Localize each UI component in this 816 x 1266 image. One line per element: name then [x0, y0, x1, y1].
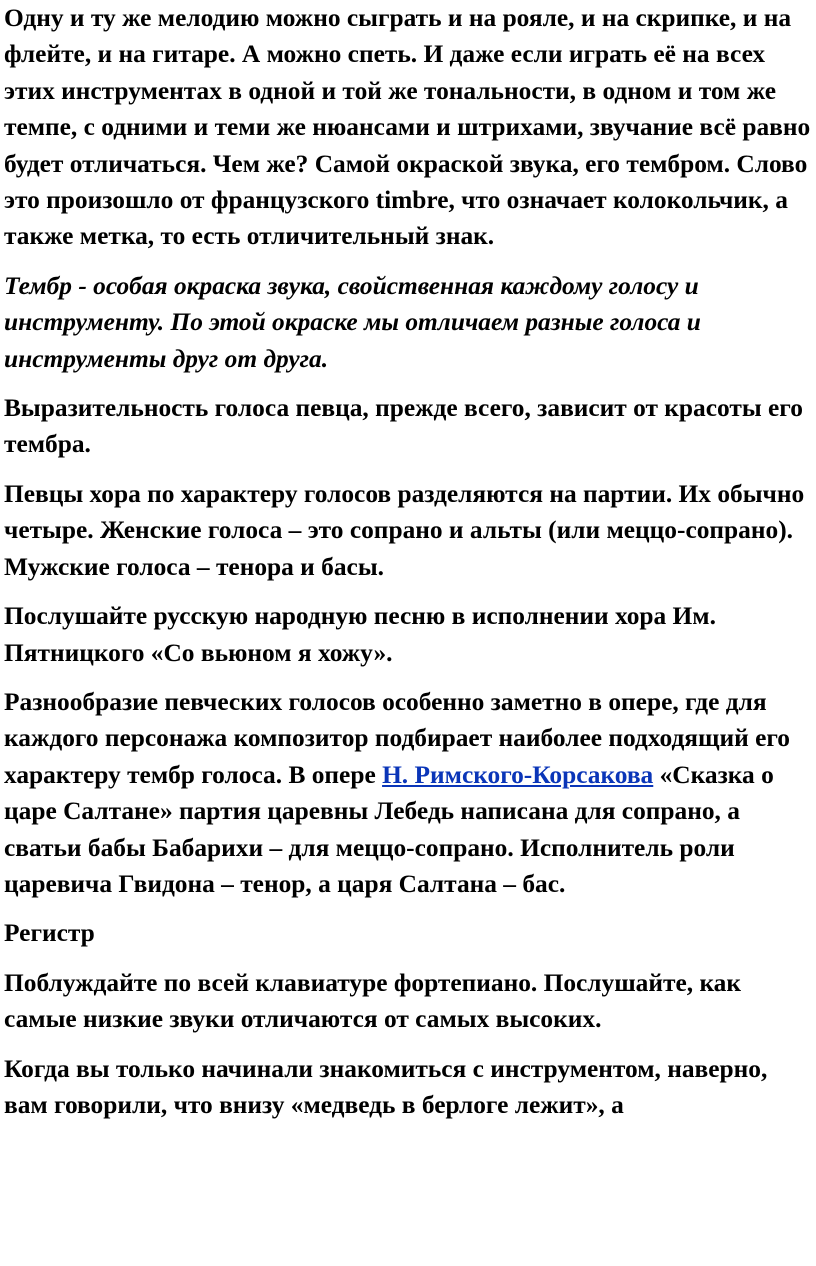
- paragraph-piano-keyboard: Поблуждайте по всей клавиатуре фортепиано. Послушайте, как самые низкие звуки отличаются от самых высоких.: [4, 968, 742, 1034]
- opera-text-before-link: Разнообразие певческих голосов особенно заметно в опере, где для каждого персонажа композитор подбирает наиболее подходящий его характеру тембр голоса. В опере: [4, 687, 790, 789]
- section-heading-register: Регистр: [4, 919, 95, 948]
- paragraph-timbre-definition: Тембр - особая окраска звука, свойственная каждому голосу и инструменту. По этой окраске мы отличаем разные голоса и инструменты друг от друга.: [4, 271, 701, 373]
- rimsky-korsakov-link[interactable]: Н. Римского-Корсакова: [382, 760, 654, 789]
- opera-text-after-link: «Сказка о царе Салтане» партия царевны Лебедь написана для сопрано, а сватьи бабы Бабарихи – для меццо-сопрано. Исполнитель роли царевича Гвидона – тенор, а царя Салтана – бас.: [4, 760, 774, 898]
- paragraph-bear-in-den: Когда вы только начинали знакомиться с инструментом, наверно, вам говорили, что внизу «медведь в берлоге лежит», а: [4, 1054, 768, 1119]
- paragraph-choir-parts: Певцы хора по характеру голосов разделяются на партии. Их обычно четыре. Женские голоса – это сопрано и альты (или меццо-сопрано). Мужские голоса – тенора и басы.: [4, 479, 805, 581]
- paragraph-listen-song: Послушайте русскую народную песню в исполнении хора Им. Пятницкого «Со вьюном я хожу».: [4, 602, 716, 667]
- paragraph-intro: Одну и ту же мелодию можно сыграть и на рояле, и на скрипке, и на флейте, и на гитаре. А можно спеть. И даже если играть её на всех этих инструментах в одной и той же тональности, в одном и том же темпе, с одними и теми же нюансами и штрихами, звучание всё равно будет отличаться. Чем же? Самой окраской звука, его тембром. Слово это произошло от французского timbre, что означает колокольчик, а также метка, то есть отличительный знак.: [4, 4, 811, 251]
- document-page: [4, 0, 812, 1136]
- paragraph-singer-expressiveness: Выразительность голоса певца, прежде всего, зависит от красоты его тембра.: [4, 394, 803, 459]
- paragraph-opera-voices: [4, 684, 812, 902]
